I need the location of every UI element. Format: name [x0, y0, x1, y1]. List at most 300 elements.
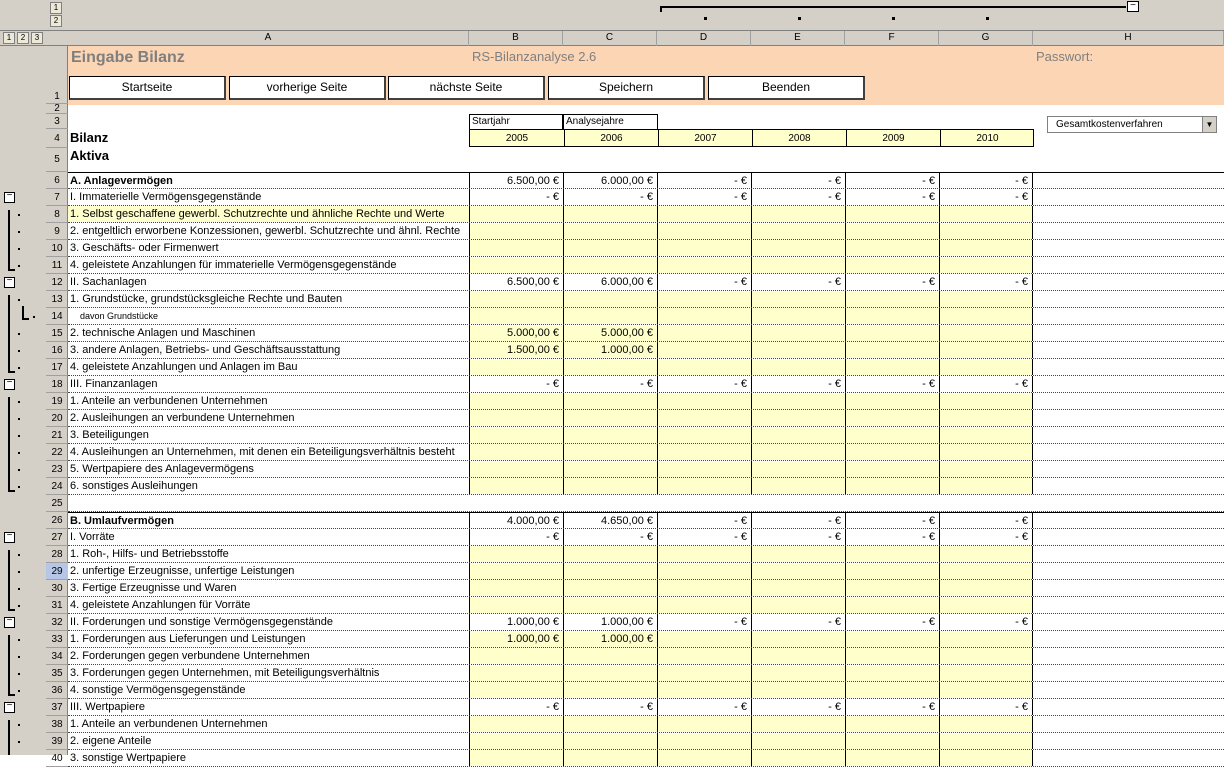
row-header[interactable]: 34: [46, 648, 68, 665]
value-cell[interactable]: [563, 563, 657, 579]
value-cell[interactable]: [845, 546, 939, 562]
value-cell[interactable]: [657, 257, 751, 273]
value-cell[interactable]: [563, 444, 657, 460]
row-header[interactable]: 2: [46, 104, 68, 114]
value-cell[interactable]: [751, 206, 845, 222]
start-page-button[interactable]: Startseite: [69, 76, 226, 100]
value-cell[interactable]: 1.500,00 €: [469, 342, 563, 358]
value-cell[interactable]: [845, 716, 939, 732]
value-cell[interactable]: [751, 597, 845, 613]
value-cell[interactable]: [563, 682, 657, 698]
chevron-down-icon[interactable]: ▼: [1202, 117, 1216, 132]
year-header-4[interactable]: 2009: [846, 130, 940, 146]
value-cell[interactable]: 1.000,00 €: [563, 614, 657, 630]
row-label[interactable]: 2. technische Anlagen und Maschinen: [70, 327, 256, 339]
value-cell[interactable]: [939, 563, 1033, 579]
value-cell[interactable]: - €: [657, 614, 751, 630]
value-cell[interactable]: [845, 359, 939, 375]
value-cell[interactable]: [563, 580, 657, 596]
value-cell[interactable]: - €: [845, 173, 939, 188]
row-label[interactable]: III. Wertpapiere: [70, 701, 145, 713]
value-cell[interactable]: [939, 682, 1033, 698]
year-header-1[interactable]: 2006: [564, 130, 658, 146]
row-header[interactable]: 17: [46, 359, 68, 376]
row-header[interactable]: 7: [46, 189, 68, 206]
row-label[interactable]: 5. Wertpapiere des Anlagevermögens: [70, 463, 254, 475]
value-cell[interactable]: [845, 223, 939, 239]
value-cell[interactable]: [751, 427, 845, 443]
row-label[interactable]: [68, 495, 469, 511]
value-cell[interactable]: - €: [751, 699, 845, 715]
value-cell[interactable]: - €: [939, 274, 1033, 290]
value-cell[interactable]: - €: [939, 513, 1033, 528]
value-cell[interactable]: [939, 393, 1033, 409]
row-header[interactable]: 29: [46, 563, 68, 580]
value-cell[interactable]: [845, 427, 939, 443]
row-header[interactable]: 26: [46, 512, 68, 529]
column-header-b[interactable]: B: [469, 31, 563, 46]
value-cell[interactable]: [939, 597, 1033, 613]
column-header-e[interactable]: E: [751, 31, 845, 46]
value-cell[interactable]: [751, 750, 845, 766]
value-cell[interactable]: [563, 597, 657, 613]
year-header-2[interactable]: 2007: [658, 130, 752, 146]
value-cell[interactable]: [751, 648, 845, 664]
row-header[interactable]: 1: [46, 46, 68, 104]
value-cell[interactable]: [657, 546, 751, 562]
row-outline-level-2-button[interactable]: 2: [50, 15, 62, 27]
value-cell[interactable]: [657, 427, 751, 443]
value-cell[interactable]: [939, 461, 1033, 477]
value-cell[interactable]: [563, 257, 657, 273]
row-group-collapse-button[interactable]: −: [4, 702, 15, 713]
value-cell[interactable]: [845, 665, 939, 681]
value-cell[interactable]: [751, 580, 845, 596]
value-cell[interactable]: - €: [657, 274, 751, 290]
value-cell[interactable]: [563, 461, 657, 477]
value-cell[interactable]: [939, 478, 1033, 494]
value-cell[interactable]: [845, 291, 939, 307]
value-cell[interactable]: [469, 597, 563, 613]
value-cell[interactable]: [939, 206, 1033, 222]
value-cell[interactable]: [657, 631, 751, 647]
value-cell[interactable]: 6.000,00 €: [563, 274, 657, 290]
value-cell[interactable]: [657, 206, 751, 222]
value-cell[interactable]: [657, 223, 751, 239]
value-cell[interactable]: [939, 750, 1033, 766]
value-cell[interactable]: [469, 359, 563, 375]
value-cell[interactable]: [751, 223, 845, 239]
row-group-collapse-button[interactable]: −: [4, 379, 15, 390]
save-button[interactable]: Speichern: [548, 76, 705, 100]
value-cell[interactable]: [563, 648, 657, 664]
row-header[interactable]: 6: [46, 172, 68, 189]
row-label[interactable]: II. Forderungen und sonstige Vermögensgegenstände: [70, 616, 333, 628]
value-cell[interactable]: [845, 461, 939, 477]
value-cell[interactable]: [845, 240, 939, 256]
value-cell[interactable]: - €: [845, 189, 939, 205]
value-cell[interactable]: [657, 342, 751, 358]
value-cell[interactable]: [469, 682, 563, 698]
row-label[interactable]: 1. Anteile an verbundenen Unternehmen: [70, 718, 268, 730]
row-header[interactable]: 25: [46, 495, 68, 512]
value-cell[interactable]: [751, 359, 845, 375]
value-cell[interactable]: - €: [845, 699, 939, 715]
value-cell[interactable]: - €: [657, 173, 751, 188]
row-group-collapse-button[interactable]: −: [4, 277, 15, 288]
value-cell[interactable]: [751, 410, 845, 426]
value-cell[interactable]: [939, 410, 1033, 426]
value-cell[interactable]: 1.000,00 €: [563, 342, 657, 358]
value-cell[interactable]: [751, 716, 845, 732]
value-cell[interactable]: - €: [657, 513, 751, 528]
value-cell[interactable]: [563, 223, 657, 239]
value-cell[interactable]: 6.000,00 €: [563, 173, 657, 188]
value-cell[interactable]: [939, 733, 1033, 749]
value-cell[interactable]: [469, 308, 563, 324]
column-group-collapse-button[interactable]: −: [1127, 1, 1139, 12]
value-cell[interactable]: [563, 240, 657, 256]
value-cell[interactable]: [751, 478, 845, 494]
value-cell[interactable]: - €: [939, 529, 1033, 545]
value-cell[interactable]: [563, 665, 657, 681]
column-header-g[interactable]: G: [939, 31, 1033, 46]
value-cell[interactable]: 6.500,00 €: [469, 274, 563, 290]
value-cell[interactable]: [563, 291, 657, 307]
row-header[interactable]: 27: [46, 529, 68, 546]
value-cell[interactable]: 4.000,00 €: [469, 513, 563, 528]
row-label[interactable]: 4. geleistete Anzahlungen und Anlagen im Bau: [70, 361, 298, 373]
row-label[interactable]: 3. andere Anlagen, Betriebs- und Geschäftsausstattung: [70, 344, 341, 356]
value-cell[interactable]: - €: [469, 376, 563, 392]
row-header[interactable]: 32: [46, 614, 68, 631]
value-cell[interactable]: - €: [657, 529, 751, 545]
value-cell[interactable]: - €: [751, 513, 845, 528]
value-cell[interactable]: [469, 563, 563, 579]
column-header-d[interactable]: D: [657, 31, 751, 46]
value-cell[interactable]: [845, 206, 939, 222]
row-header[interactable]: 36: [46, 682, 68, 699]
value-cell[interactable]: [845, 597, 939, 613]
value-cell[interactable]: [657, 682, 751, 698]
row-label[interactable]: 3. Fertige Erzeugnisse und Waren: [70, 582, 237, 594]
value-cell[interactable]: [469, 240, 563, 256]
column-header-h[interactable]: H: [1033, 31, 1224, 46]
value-cell[interactable]: - €: [563, 376, 657, 392]
value-cell[interactable]: [657, 563, 751, 579]
row-label[interactable]: 2. unfertige Erzeugnisse, unfertige Leistungen: [70, 565, 295, 577]
row-label[interactable]: 1. Forderungen aus Lieferungen und Leistungen: [70, 633, 306, 645]
value-cell[interactable]: - €: [657, 699, 751, 715]
value-cell[interactable]: [657, 478, 751, 494]
row-header[interactable]: 23: [46, 461, 68, 478]
row-header[interactable]: 21: [46, 427, 68, 444]
value-cell[interactable]: [939, 648, 1033, 664]
value-cell[interactable]: - €: [657, 376, 751, 392]
row-label[interactable]: II. Sachanlagen: [70, 276, 147, 288]
value-cell[interactable]: [657, 444, 751, 460]
row-label[interactable]: I. Immaterielle Vermögensgegenstände: [70, 191, 262, 203]
row-header[interactable]: 14: [46, 308, 68, 325]
value-cell[interactable]: [845, 563, 939, 579]
value-cell[interactable]: [469, 461, 563, 477]
value-cell[interactable]: [751, 308, 845, 324]
row-header[interactable]: 39: [46, 733, 68, 750]
row-label[interactable]: 1. Grundstücke, grundstücksgleiche Rechte und Bauten: [70, 293, 343, 305]
row-header[interactable]: 20: [46, 410, 68, 427]
value-cell[interactable]: [845, 682, 939, 698]
value-cell[interactable]: [469, 427, 563, 443]
value-cell[interactable]: [751, 325, 845, 341]
value-cell[interactable]: [563, 750, 657, 766]
year-header-0[interactable]: 2005: [505, 133, 529, 144]
value-cell[interactable]: [751, 733, 845, 749]
row-label[interactable]: davon Grundstücke: [80, 311, 159, 321]
value-cell[interactable]: - €: [657, 189, 751, 205]
value-cell[interactable]: [845, 750, 939, 766]
value-cell[interactable]: [845, 733, 939, 749]
row-outline-level-1-button[interactable]: 1: [50, 2, 62, 14]
value-cell[interactable]: [751, 393, 845, 409]
row-header[interactable]: 4: [46, 129, 68, 148]
value-cell[interactable]: [657, 580, 751, 596]
value-cell[interactable]: [563, 206, 657, 222]
value-cell[interactable]: [939, 325, 1033, 341]
cost-method-dropdown[interactable]: [1047, 116, 1217, 133]
row-header[interactable]: 12: [46, 274, 68, 291]
value-cell[interactable]: [563, 546, 657, 562]
row-label[interactable]: 3. Geschäfts- oder Firmenwert: [70, 242, 219, 254]
value-cell[interactable]: [939, 291, 1033, 307]
value-cell[interactable]: [751, 665, 845, 681]
col-outline-level-1-button[interactable]: 1: [3, 32, 15, 44]
row-label[interactable]: 4. geleistete Anzahlungen für immaterielle Vermögensgegenstände: [70, 259, 397, 271]
value-cell[interactable]: [939, 631, 1033, 647]
value-cell[interactable]: [751, 682, 845, 698]
value-cell[interactable]: 5.000,00 €: [563, 325, 657, 341]
value-cell[interactable]: 1.000,00 €: [563, 631, 657, 647]
value-cell[interactable]: - €: [751, 189, 845, 205]
value-cell[interactable]: [657, 716, 751, 732]
value-cell[interactable]: [939, 546, 1033, 562]
row-group-collapse-button[interactable]: −: [4, 532, 15, 543]
value-cell[interactable]: [939, 223, 1033, 239]
value-cell[interactable]: 1.000,00 €: [469, 631, 563, 647]
value-cell[interactable]: [845, 631, 939, 647]
column-header-c[interactable]: C: [563, 31, 657, 46]
value-cell[interactable]: [563, 427, 657, 443]
value-cell[interactable]: [657, 393, 751, 409]
value-cell[interactable]: [657, 291, 751, 307]
value-cell[interactable]: [563, 359, 657, 375]
value-cell[interactable]: - €: [751, 376, 845, 392]
value-cell[interactable]: [845, 325, 939, 341]
row-label[interactable]: 2. eigene Anteile: [70, 735, 152, 747]
row-header[interactable]: 40: [46, 750, 68, 767]
value-cell[interactable]: [469, 206, 563, 222]
value-cell[interactable]: - €: [469, 699, 563, 715]
value-cell[interactable]: [845, 580, 939, 596]
value-cell[interactable]: - €: [751, 274, 845, 290]
row-header[interactable]: 16: [46, 342, 68, 359]
value-cell[interactable]: [657, 359, 751, 375]
value-cell[interactable]: - €: [563, 189, 657, 205]
column-header-f[interactable]: F: [845, 31, 939, 46]
value-cell[interactable]: [563, 393, 657, 409]
value-cell[interactable]: [469, 750, 563, 766]
value-cell[interactable]: [939, 359, 1033, 375]
value-cell[interactable]: [469, 648, 563, 664]
value-cell[interactable]: [939, 240, 1033, 256]
value-cell[interactable]: - €: [563, 699, 657, 715]
row-label[interactable]: 1. Selbst geschaffene gewerbl. Schutzrechte und ähnliche Rechte und Werte: [68, 206, 469, 222]
row-header[interactable]: 31: [46, 597, 68, 614]
value-cell[interactable]: - €: [469, 189, 563, 205]
value-cell[interactable]: - €: [939, 614, 1033, 630]
value-cell[interactable]: [939, 342, 1033, 358]
row-group-collapse-button[interactable]: −: [4, 192, 15, 203]
value-cell[interactable]: [751, 291, 845, 307]
value-cell[interactable]: [657, 597, 751, 613]
value-cell[interactable]: [751, 563, 845, 579]
value-cell[interactable]: [657, 240, 751, 256]
value-cell[interactable]: [939, 427, 1033, 443]
value-cell[interactable]: [751, 257, 845, 273]
value-cell[interactable]: 5.000,00 €: [469, 325, 563, 341]
value-cell[interactable]: [657, 410, 751, 426]
row-header[interactable]: 30: [46, 580, 68, 597]
value-cell[interactable]: - €: [939, 376, 1033, 392]
row-header[interactable]: 35: [46, 665, 68, 682]
value-cell[interactable]: [657, 461, 751, 477]
row-header[interactable]: 3: [46, 114, 68, 129]
row-header[interactable]: 18: [46, 376, 68, 393]
value-cell[interactable]: [469, 665, 563, 681]
row-header[interactable]: 24: [46, 478, 68, 495]
value-cell[interactable]: - €: [939, 173, 1033, 188]
row-label[interactable]: III. Finanzanlagen: [70, 378, 158, 390]
row-header[interactable]: 8: [46, 206, 68, 223]
value-cell[interactable]: [657, 750, 751, 766]
value-cell[interactable]: [469, 733, 563, 749]
value-cell[interactable]: [657, 648, 751, 664]
value-cell[interactable]: [845, 342, 939, 358]
row-header[interactable]: 37: [46, 699, 68, 716]
value-cell[interactable]: - €: [751, 173, 845, 188]
col-outline-level-3-button[interactable]: 3: [31, 32, 43, 44]
year-header-3[interactable]: 2008: [752, 130, 846, 146]
value-cell[interactable]: [845, 478, 939, 494]
row-label[interactable]: 4. Ausleihungen an Unternehmen, mit denen ein Beteiligungsverhältnis besteht: [70, 446, 455, 458]
value-cell[interactable]: [657, 733, 751, 749]
value-cell[interactable]: [939, 444, 1033, 460]
year-header-5[interactable]: 2010: [940, 130, 1034, 146]
value-cell[interactable]: [845, 393, 939, 409]
value-cell[interactable]: [845, 648, 939, 664]
value-cell[interactable]: [469, 444, 563, 460]
row-header[interactable]: 9: [46, 223, 68, 240]
value-cell[interactable]: - €: [845, 614, 939, 630]
row-header[interactable]: 11: [46, 257, 68, 274]
value-cell[interactable]: [563, 733, 657, 749]
value-cell[interactable]: - €: [845, 376, 939, 392]
value-cell[interactable]: - €: [469, 529, 563, 545]
value-cell[interactable]: [939, 665, 1033, 681]
value-cell[interactable]: [469, 716, 563, 732]
row-label[interactable]: 3. sonstige Wertpapiere: [70, 752, 186, 764]
value-cell[interactable]: [845, 308, 939, 324]
next-page-button[interactable]: nächste Seite: [388, 76, 545, 100]
value-cell[interactable]: [939, 257, 1033, 273]
row-header[interactable]: 5: [46, 148, 68, 172]
value-cell[interactable]: [657, 665, 751, 681]
row-label[interactable]: B. Umlaufvermögen: [70, 515, 174, 527]
value-cell[interactable]: - €: [751, 529, 845, 545]
value-cell[interactable]: [469, 257, 563, 273]
previous-page-button[interactable]: vorherige Seite: [229, 76, 386, 100]
value-cell[interactable]: [469, 291, 563, 307]
row-header[interactable]: 10: [46, 240, 68, 257]
row-label[interactable]: 2. Ausleihungen an verbundene Unternehmen: [70, 412, 295, 424]
value-cell[interactable]: [469, 393, 563, 409]
col-outline-level-2-button[interactable]: 2: [17, 32, 29, 44]
row-label[interactable]: 6. sonstiges Ausleihungen: [70, 480, 198, 492]
row-label[interactable]: A. Anlagevermögen: [70, 175, 173, 187]
quit-button[interactable]: Beenden: [708, 76, 865, 100]
value-cell[interactable]: [751, 461, 845, 477]
value-cell[interactable]: 4.650,00 €: [563, 513, 657, 528]
value-cell[interactable]: [469, 546, 563, 562]
value-cell[interactable]: - €: [751, 614, 845, 630]
value-cell[interactable]: [751, 631, 845, 647]
row-label[interactable]: 4. geleistete Anzahlungen für Vorräte: [70, 599, 251, 611]
value-cell[interactable]: - €: [845, 513, 939, 528]
value-cell[interactable]: [751, 546, 845, 562]
value-cell[interactable]: - €: [845, 529, 939, 545]
value-cell[interactable]: [657, 325, 751, 341]
row-label[interactable]: 1. Anteile an verbundenen Unternehmen: [70, 395, 268, 407]
value-cell[interactable]: [751, 444, 845, 460]
value-cell[interactable]: [939, 580, 1033, 596]
value-cell[interactable]: - €: [845, 274, 939, 290]
value-cell[interactable]: [939, 308, 1033, 324]
row-header[interactable]: 15: [46, 325, 68, 342]
row-header[interactable]: 19: [46, 393, 68, 410]
value-cell[interactable]: [845, 410, 939, 426]
value-cell[interactable]: [469, 410, 563, 426]
value-cell[interactable]: [563, 478, 657, 494]
column-header-a[interactable]: A: [68, 31, 469, 46]
value-cell[interactable]: 1.000,00 €: [469, 614, 563, 630]
value-cell[interactable]: [469, 478, 563, 494]
value-cell[interactable]: [845, 257, 939, 273]
value-cell[interactable]: [469, 580, 563, 596]
value-cell[interactable]: [563, 410, 657, 426]
row-group-collapse-button[interactable]: −: [4, 617, 15, 628]
value-cell[interactable]: [751, 342, 845, 358]
value-cell[interactable]: - €: [939, 189, 1033, 205]
row-label[interactable]: 3. Beteiligungen: [70, 429, 149, 441]
value-cell[interactable]: 6.500,00 €: [469, 173, 563, 188]
row-label[interactable]: 4. sonstige Vermögensgegenstände: [70, 684, 246, 696]
value-cell[interactable]: [563, 716, 657, 732]
value-cell[interactable]: [469, 223, 563, 239]
row-label[interactable]: I. Vorräte: [70, 531, 115, 543]
row-header[interactable]: 13: [46, 291, 68, 308]
value-cell[interactable]: [563, 308, 657, 324]
row-label[interactable]: 2. entgeltlich erworbene Konzessionen, gewerbl. Schutzrechte und ähnl. Rechte: [70, 225, 461, 237]
value-cell[interactable]: [657, 308, 751, 324]
